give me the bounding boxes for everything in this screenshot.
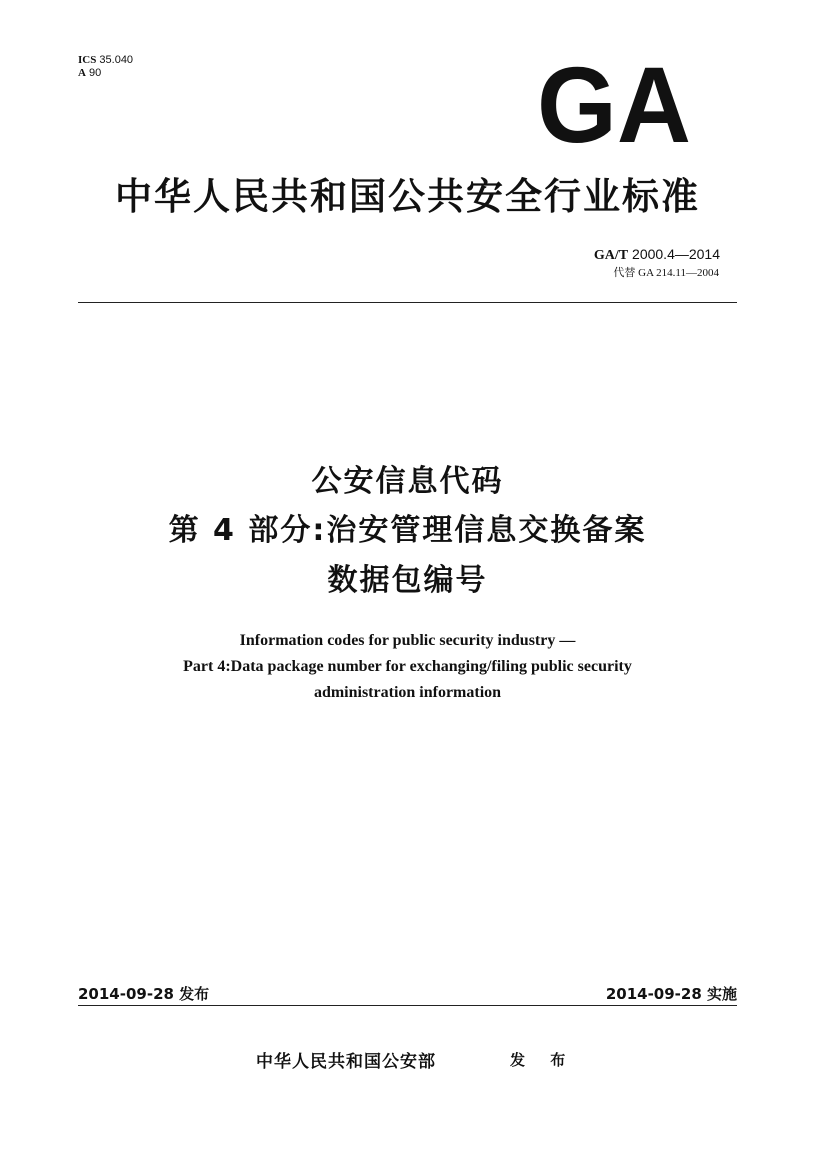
ics-label: ICS (78, 54, 97, 66)
classification-codes (78, 54, 133, 80)
ccs-label: A (78, 67, 86, 79)
implementation-date: 2014-09-28 实施 (605, 985, 737, 1003)
title-en-line-3: administration information (313, 684, 502, 701)
ga-logo-text: GA (537, 64, 691, 144)
standard-number-prefix: GA/T (593, 248, 629, 263)
issuer-name: 中华人民共和国公安部 (256, 1052, 436, 1072)
issuer-action: 发 布 (510, 1051, 576, 1069)
title-en-line-1: Information codes for public security industry — (239, 632, 576, 649)
replaces-standard: 代替 GA 214.11—2004 (613, 267, 719, 279)
ga-logo (534, 64, 694, 144)
ics-code: 35.040 (99, 54, 134, 66)
standard-org-title: 中华人民共和国公共安全行业标准 (115, 175, 700, 218)
title-cn-line-3: 数据包编号 (327, 563, 488, 598)
ics-line (78, 54, 133, 67)
footer-divider (78, 1005, 737, 1006)
issue-date: 2014-09-28 发布 (78, 985, 210, 1003)
standard-number (594, 246, 720, 264)
ccs-code: 90 (89, 67, 102, 79)
header-divider (78, 302, 737, 303)
title-cn-line-2: 第 4 部分:治安管理信息交换备案 (168, 513, 647, 548)
title-en-line-2: Part 4:Data package number for exchanging/filing public security (183, 658, 632, 675)
title-cn-line-1: 公安信息代码 (311, 464, 504, 499)
ccs-line (78, 67, 133, 80)
standard-number-value: 2000.4—2014 (632, 246, 720, 262)
